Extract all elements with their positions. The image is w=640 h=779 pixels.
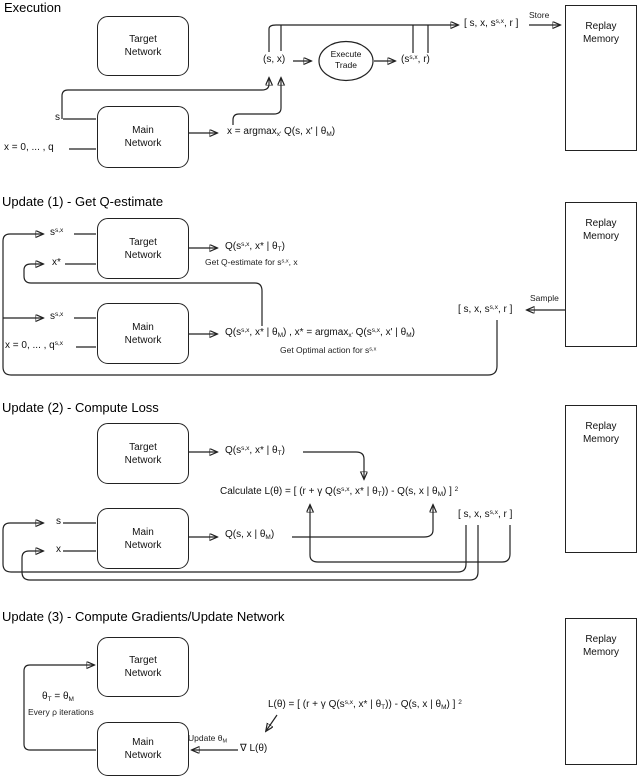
section-title-update1: Update (1) - Get Q-estimate — [2, 194, 164, 209]
action-enum-label-u1: x = 0, ... , $q^{s,x}$ — [5, 339, 64, 351]
q-target-formula-u1: $Q(s^{s,x}$, x* | $\theta_T$) — [225, 240, 285, 253]
replay-memory-label: Replay Memory — [582, 21, 620, 45]
replay-memory-box-u3 — [565, 618, 637, 765]
update-theta-label-u3: Update $\theta_M$ — [188, 733, 228, 745]
state-action-pair-label: (s, x) — [263, 54, 286, 65]
main-network-label: Main Network — [124, 526, 162, 551]
section-title-update3: Update (3) - Compute Gradients/Update Network — [2, 609, 285, 624]
sample-arrow-label: Sample — [530, 293, 559, 303]
main-network-box-u1 — [97, 303, 189, 364]
q-main-caption-u1: Get Optimal action for $s^{s,x}$ — [280, 345, 377, 355]
experience-tuple-u2: [ s, x, $s^{s,x}$, r ] — [458, 508, 513, 520]
target-network-label: Target Network — [124, 34, 162, 58]
main-network-box-u2 — [97, 508, 189, 569]
experience-tuple-u1: [ s, x, $s^{s,x}$, r ] — [458, 303, 513, 315]
theta-copy-label-u3: $\theta_T = \theta_M$ — [42, 691, 74, 703]
main-network-label: Main Network — [124, 321, 162, 346]
arrow-qmain-to-loss-u2 — [292, 505, 433, 537]
section-title-update2: Update (2) - Compute Loss — [2, 400, 159, 415]
ssx-main-input-u1: $s^{s,x}$ — [50, 310, 64, 322]
main-network-box-u3 — [97, 722, 189, 776]
target-network-box-u1 — [97, 218, 189, 279]
replay-memory-box-exec — [565, 5, 637, 151]
replay-memory-label: Replay Memory — [582, 421, 620, 445]
arrow-loss-to-grad-u3 — [266, 715, 277, 731]
action-enum-label-exec: x = 0, ... , q — [4, 142, 54, 153]
replay-memory-box-u1 — [565, 202, 637, 347]
main-network-label: Main Network — [124, 737, 162, 761]
replay-memory-label: Replay Memory — [582, 218, 620, 242]
target-network-box-u3 — [97, 637, 189, 697]
state-input-label-exec: s — [55, 112, 60, 123]
q-target-caption-u1: Get Q-estimate for $s^{s,x}$, x — [205, 257, 298, 267]
replay-memory-label: Replay Memory — [582, 634, 620, 658]
q-target-formula-u2: $Q(s^{s,x}$, x* | $\theta_T$) — [225, 444, 285, 457]
store-arrow-label: Store — [529, 10, 550, 20]
arrow-x-branch-to-state-action — [233, 78, 281, 125]
ssx-target-input-u1: $s^{s,x}$ — [50, 226, 64, 238]
target-network-label: Target Network — [124, 441, 162, 466]
replay-memory-box-u2 — [565, 405, 637, 553]
arrow-qtarget-to-loss-u2 — [303, 452, 364, 479]
arrow-tuple-to-target-ssx-u1 — [3, 234, 497, 375]
q-main-formula-u1: $Q(s^{s,x}$, x* | $\theta_M$) , x* = argmax$_{x'}$ $Q(s^{s,x}$, x' | $\theta_M$) — [225, 326, 415, 339]
main-network-label: Main Network — [124, 125, 162, 149]
target-network-label: Target Network — [124, 655, 162, 679]
execute-trade-label: Execute Trade — [330, 49, 362, 71]
loss-formula-u2: Calculate L(θ) = [ (r + γ $Q(s^{s,x}$, x* | $\theta_T)) - Q(s$, x | $\theta_M$) ] $^2$ — [220, 485, 459, 498]
target-network-box-u2 — [97, 423, 189, 484]
main-network-box-exec — [97, 106, 189, 168]
argmax-formula-exec: x = argmax$_{x'}$ Q(s, x' | $\theta_M$) — [227, 126, 336, 138]
trade-result-label: ($s^{s,x}$, r) — [401, 53, 430, 65]
experience-tuple-exec: [ s, x, $s^{s,x}$, r ] — [464, 17, 519, 29]
xstar-input-u1: x* — [52, 257, 61, 268]
target-network-label: Target Network — [124, 236, 162, 261]
every-iterations-label-u3: Every ρ iterations — [28, 707, 94, 717]
gradient-label-u3: ∇ L(θ) — [240, 743, 268, 754]
section-title-execution: Execution — [4, 0, 62, 15]
x-input-u2: x — [56, 544, 61, 555]
s-input-u2: s — [56, 516, 61, 527]
q-main-formula-u2: Q(s, x | $\theta_M$) — [225, 529, 275, 541]
target-network-box-exec — [97, 16, 189, 76]
loss-formula-u3: L(θ) = [ (r + γ $Q(s^{s,x}$, x* | $\theta_T)) - Q(s$, x | $\theta_M$) ] $^2$ — [268, 698, 462, 711]
